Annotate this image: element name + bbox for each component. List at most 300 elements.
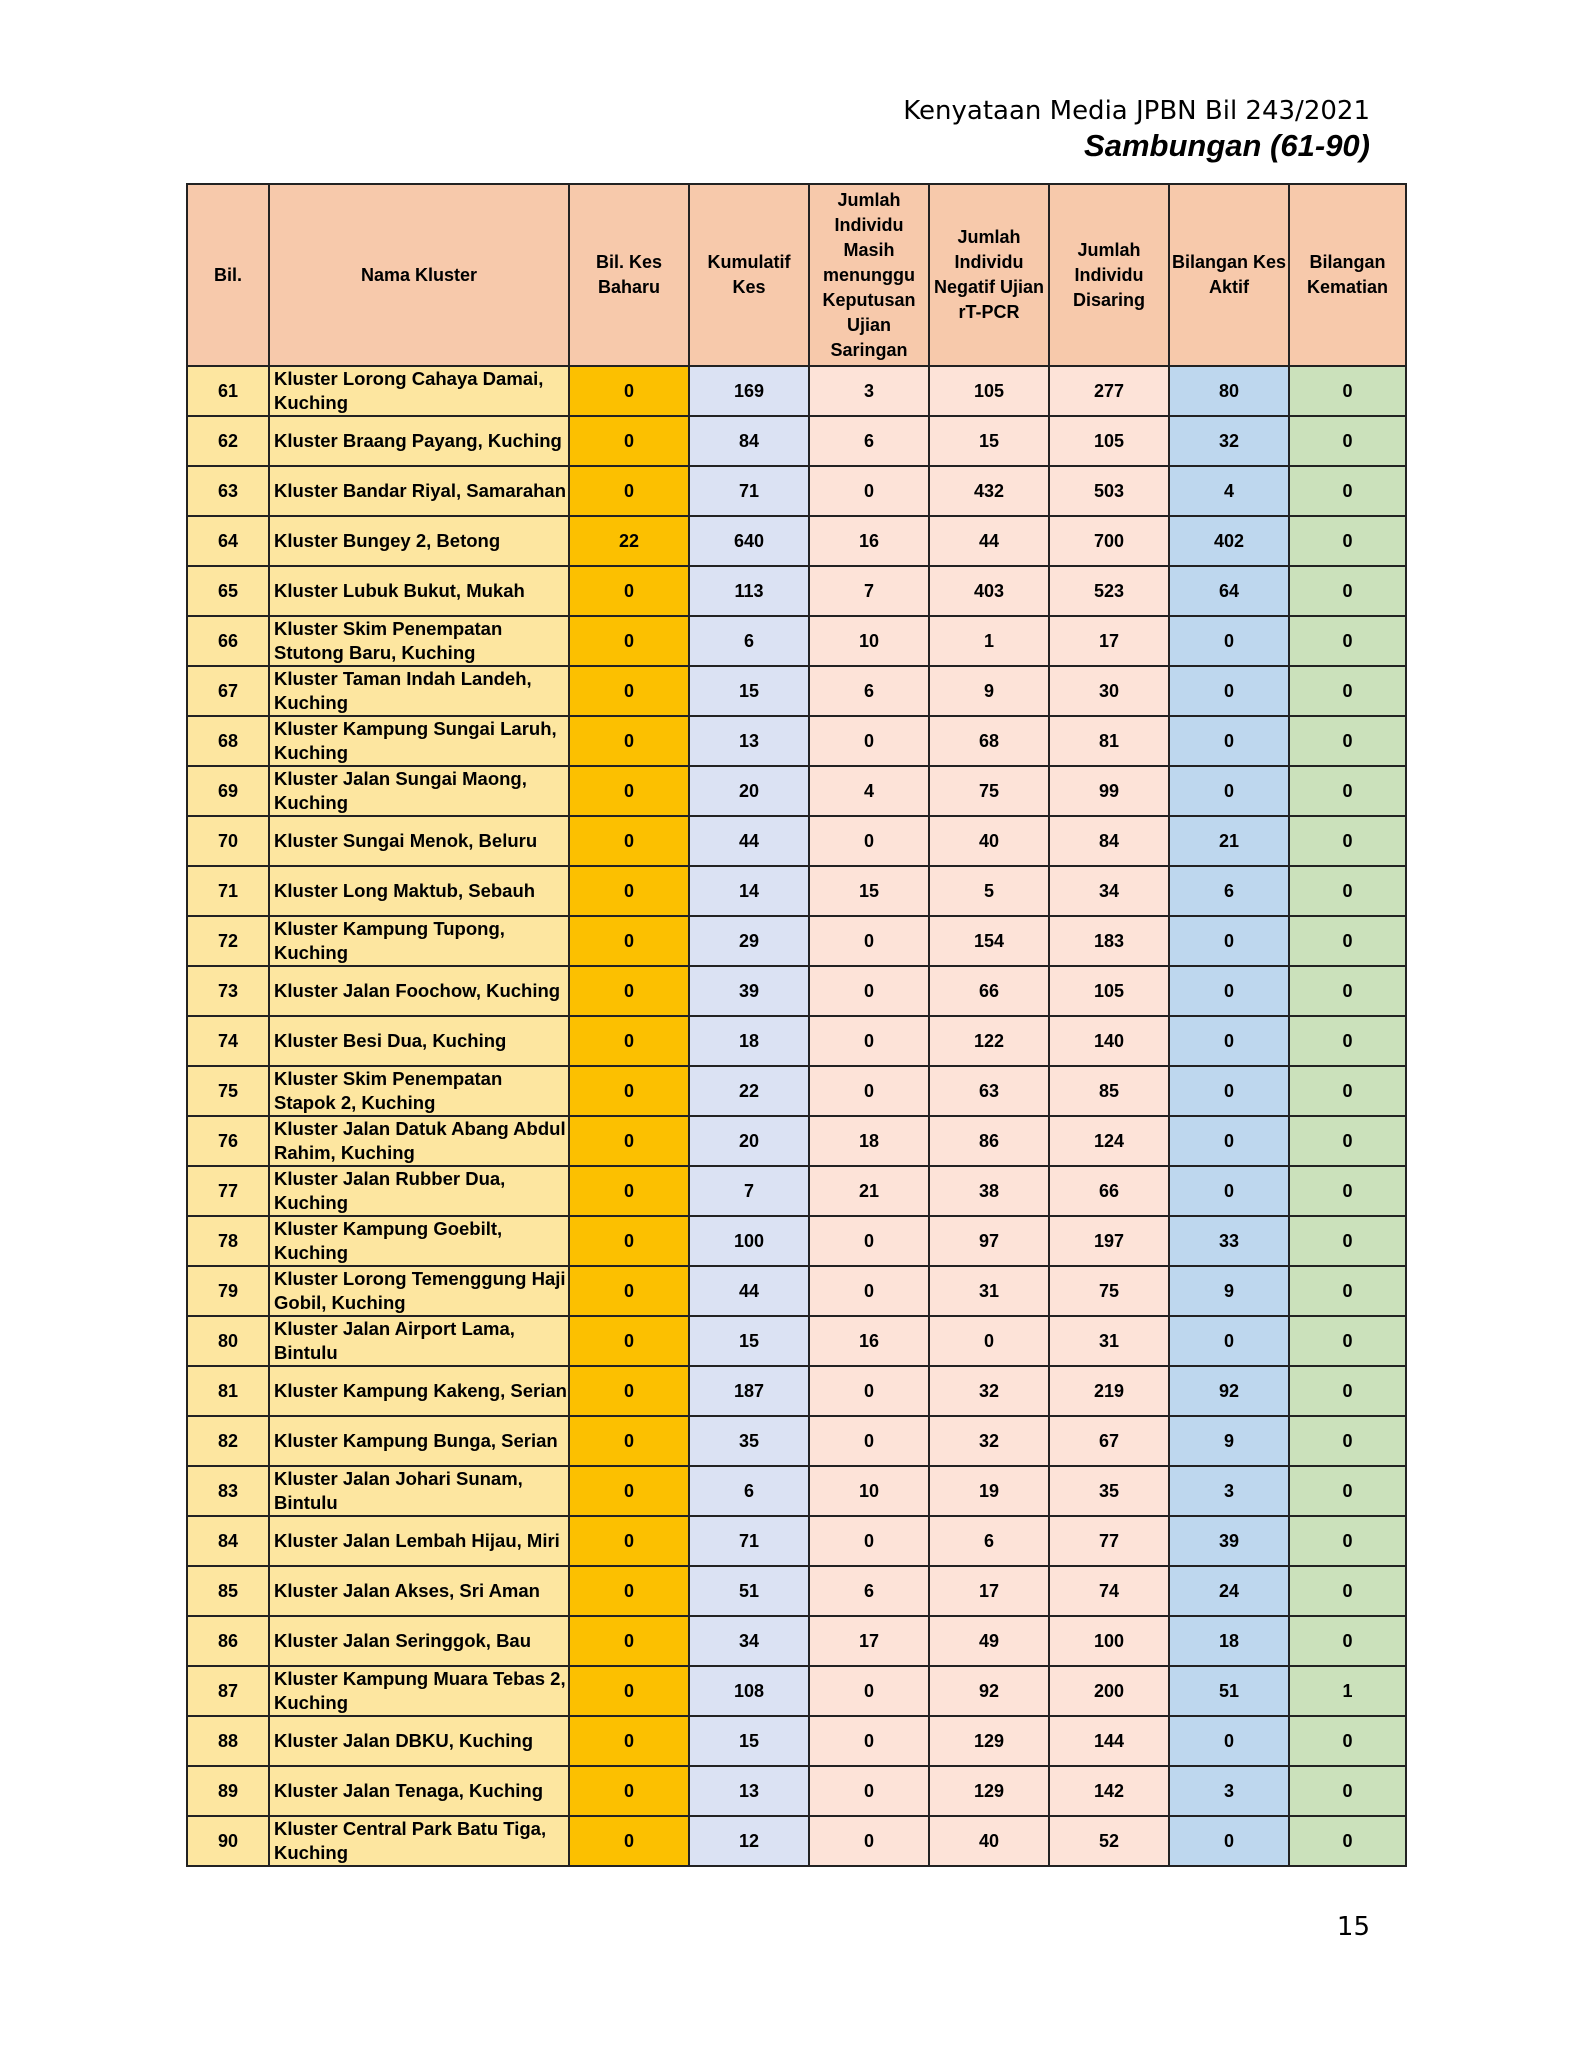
table-cell-baru: 0 [569, 1616, 689, 1666]
table-cell-baru: 0 [569, 566, 689, 616]
table-cell-mati: 0 [1289, 1166, 1406, 1216]
table-cell-neg: 66 [929, 966, 1049, 1016]
table-cell-mati: 0 [1289, 1716, 1406, 1766]
table-cell-mati: 0 [1289, 866, 1406, 916]
table-cell-nama: Kluster Kampung Tupong, Kuching [269, 916, 569, 966]
table-row [187, 916, 1406, 966]
table-cell-aktif: 33 [1169, 1216, 1289, 1266]
table-cell-dis: 77 [1049, 1516, 1169, 1566]
table-cell-bil: 82 [187, 1416, 269, 1466]
column-header: Bil. Kes Baharu [569, 184, 689, 366]
table-cell-kum: 35 [689, 1416, 809, 1466]
table-cell-dis: 140 [1049, 1016, 1169, 1066]
table-cell-dis: 277 [1049, 366, 1169, 416]
table-cell-neg: 432 [929, 466, 1049, 516]
table-cell-masih: 21 [809, 1166, 929, 1216]
table-cell-dis: 105 [1049, 416, 1169, 466]
table-cell-aktif: 0 [1169, 916, 1289, 966]
table-cell-neg: 5 [929, 866, 1049, 916]
table-row [187, 416, 1406, 466]
table-row [187, 966, 1406, 1016]
table-row [187, 866, 1406, 916]
table-cell-masih: 0 [809, 1216, 929, 1266]
table-cell-dis: 31 [1049, 1316, 1169, 1366]
table-cell-kum: 15 [689, 1316, 809, 1366]
column-header: Nama Kluster [269, 184, 569, 366]
table-cell-aktif: 0 [1169, 1016, 1289, 1066]
table-cell-aktif: 3 [1169, 1766, 1289, 1816]
table-row [187, 1616, 1406, 1666]
table-cell-baru: 0 [569, 966, 689, 1016]
table-cell-baru: 0 [569, 1566, 689, 1616]
table-cell-aktif: 0 [1169, 666, 1289, 716]
table-cell-nama: Kluster Lorong Cahaya Damai, Kuching [269, 366, 569, 416]
table-cell-dis: 52 [1049, 1816, 1169, 1866]
table-cell-mati: 0 [1289, 1366, 1406, 1416]
table-cell-mati: 0 [1289, 816, 1406, 866]
table-cell-bil: 75 [187, 1066, 269, 1116]
table-cell-neg: 19 [929, 1466, 1049, 1516]
table-cell-mati: 0 [1289, 366, 1406, 416]
table-cell-mati: 0 [1289, 466, 1406, 516]
table-cell-kum: 71 [689, 466, 809, 516]
table-cell-neg: 49 [929, 1616, 1049, 1666]
table-row [187, 766, 1406, 816]
table-cell-bil: 65 [187, 566, 269, 616]
table-cell-nama: Kluster Kampung Sungai Laruh, Kuching [269, 716, 569, 766]
table-cell-bil: 73 [187, 966, 269, 1016]
table-cell-bil: 63 [187, 466, 269, 516]
table-cell-kum: 44 [689, 816, 809, 866]
table-row [187, 816, 1406, 866]
table-cell-mati: 1 [1289, 1666, 1406, 1716]
table-cell-aktif: 0 [1169, 966, 1289, 1016]
table-cell-nama: Kluster Sungai Menok, Beluru [269, 816, 569, 866]
table-cell-kum: 13 [689, 1766, 809, 1816]
table-row [187, 1216, 1406, 1266]
table-cell-kum: 44 [689, 1266, 809, 1316]
table-cell-masih: 0 [809, 1716, 929, 1766]
table-cell-neg: 75 [929, 766, 1049, 816]
table-cell-neg: 154 [929, 916, 1049, 966]
table-cell-bil: 87 [187, 1666, 269, 1716]
table-cell-masih: 15 [809, 866, 929, 916]
table-cell-masih: 18 [809, 1116, 929, 1166]
table-cell-masih: 6 [809, 416, 929, 466]
table-row [187, 616, 1406, 666]
table-row [187, 466, 1406, 516]
table-row [187, 1166, 1406, 1216]
table-cell-bil: 77 [187, 1166, 269, 1216]
table-cell-nama: Kluster Bungey 2, Betong [269, 516, 569, 566]
table-cell-bil: 69 [187, 766, 269, 816]
table-row [187, 1466, 1406, 1516]
table-cell-dis: 85 [1049, 1066, 1169, 1116]
table-cell-aktif: 402 [1169, 516, 1289, 566]
table-cell-aktif: 80 [1169, 366, 1289, 416]
table-cell-neg: 129 [929, 1766, 1049, 1816]
table-cell-baru: 0 [569, 616, 689, 666]
table-cell-baru: 0 [569, 1216, 689, 1266]
table-row [187, 1016, 1406, 1066]
table-cell-bil: 88 [187, 1716, 269, 1766]
table-cell-baru: 0 [569, 1316, 689, 1366]
table-row [187, 716, 1406, 766]
table-cell-baru: 22 [569, 516, 689, 566]
table-cell-aktif: 0 [1169, 1066, 1289, 1116]
table-cell-masih: 0 [809, 1016, 929, 1066]
table-cell-masih: 0 [809, 716, 929, 766]
table-cell-baru: 0 [569, 666, 689, 716]
table-cell-bil: 89 [187, 1766, 269, 1816]
column-header: Jumlah Individu Masih menunggu Keputusan Ujian Saringan [809, 184, 929, 366]
table-cell-dis: 67 [1049, 1416, 1169, 1466]
table-cell-nama: Kluster Lorong Temenggung Haji Gobil, Kuching [269, 1266, 569, 1316]
column-header: Bilangan Kes Aktif [1169, 184, 1289, 366]
table-cell-dis: 523 [1049, 566, 1169, 616]
table-cell-mati: 0 [1289, 1816, 1406, 1866]
table-cell-masih: 0 [809, 966, 929, 1016]
table-row [187, 1816, 1406, 1866]
table-cell-kum: 6 [689, 1466, 809, 1516]
table-cell-nama: Kluster Lubuk Bukut, Mukah [269, 566, 569, 616]
table-cell-dis: 142 [1049, 1766, 1169, 1816]
table-cell-mati: 0 [1289, 1466, 1406, 1516]
table-cell-mati: 0 [1289, 916, 1406, 966]
table-cell-neg: 122 [929, 1016, 1049, 1066]
table-cell-neg: 31 [929, 1266, 1049, 1316]
table-cell-neg: 9 [929, 666, 1049, 716]
table-cell-aktif: 18 [1169, 1616, 1289, 1666]
table-cell-neg: 403 [929, 566, 1049, 616]
table-cell-nama: Kluster Kampung Kakeng, Serian [269, 1366, 569, 1416]
table-row [187, 1516, 1406, 1566]
table-cell-masih: 0 [809, 1816, 929, 1866]
table-cell-dis: 100 [1049, 1616, 1169, 1666]
table-cell-kum: 12 [689, 1816, 809, 1866]
table-cell-aktif: 9 [1169, 1266, 1289, 1316]
section-title: Sambungan (61-90) [1084, 128, 1370, 163]
table-row [187, 1116, 1406, 1166]
table-cell-masih: 16 [809, 516, 929, 566]
table-cell-kum: 640 [689, 516, 809, 566]
table-cell-dis: 30 [1049, 666, 1169, 716]
table-cell-neg: 44 [929, 516, 1049, 566]
table-cell-masih: 0 [809, 1766, 929, 1816]
table-cell-dis: 99 [1049, 766, 1169, 816]
table-cell-aktif: 3 [1169, 1466, 1289, 1516]
document-reference: Kenyataan Media JPBN Bil 243/2021 [903, 96, 1370, 126]
table-row [187, 666, 1406, 716]
table-row [187, 1666, 1406, 1716]
table-cell-kum: 22 [689, 1066, 809, 1116]
table-cell-bil: 85 [187, 1566, 269, 1616]
table-cell-bil: 68 [187, 716, 269, 766]
table-cell-kum: 29 [689, 916, 809, 966]
table-cell-baru: 0 [569, 1266, 689, 1316]
table-cell-neg: 0 [929, 1316, 1049, 1366]
table-cell-masih: 0 [809, 816, 929, 866]
table-cell-bil: 66 [187, 616, 269, 666]
table-row [187, 1566, 1406, 1616]
table-cell-mati: 0 [1289, 1116, 1406, 1166]
table-cell-aktif: 92 [1169, 1366, 1289, 1416]
table-cell-bil: 79 [187, 1266, 269, 1316]
table-cell-neg: 32 [929, 1416, 1049, 1466]
table-cell-nama: Kluster Braang Payang, Kuching [269, 416, 569, 466]
table-row [187, 1266, 1406, 1316]
table-cell-dis: 200 [1049, 1666, 1169, 1716]
table-cell-nama: Kluster Bandar Riyal, Samarahan [269, 466, 569, 516]
table-cell-masih: 0 [809, 1416, 929, 1466]
table-cell-neg: 68 [929, 716, 1049, 766]
table-cell-dis: 219 [1049, 1366, 1169, 1416]
table-cell-bil: 81 [187, 1366, 269, 1416]
table-cell-neg: 17 [929, 1566, 1049, 1616]
table-cell-neg: 86 [929, 1116, 1049, 1166]
table-cell-masih: 0 [809, 466, 929, 516]
table-cell-masih: 0 [809, 1366, 929, 1416]
table-cell-masih: 10 [809, 1466, 929, 1516]
table-cell-kum: 20 [689, 766, 809, 816]
table-cell-mati: 0 [1289, 416, 1406, 466]
table-row [187, 1416, 1406, 1466]
table-cell-dis: 74 [1049, 1566, 1169, 1616]
table-cell-baru: 0 [569, 466, 689, 516]
table-cell-neg: 129 [929, 1716, 1049, 1766]
table-cell-aktif: 9 [1169, 1416, 1289, 1466]
table-cell-dis: 197 [1049, 1216, 1169, 1266]
table-cell-aktif: 0 [1169, 766, 1289, 816]
column-header: Jumlah Individu Negatif Ujian rT-PCR [929, 184, 1049, 366]
table-cell-nama: Kluster Jalan Tenaga, Kuching [269, 1766, 569, 1816]
table-cell-masih: 6 [809, 1566, 929, 1616]
table-cell-neg: 6 [929, 1516, 1049, 1566]
table-cell-baru: 0 [569, 1116, 689, 1166]
table-cell-nama: Kluster Long Maktub, Sebauh [269, 866, 569, 916]
table-cell-kum: 84 [689, 416, 809, 466]
table-cell-neg: 40 [929, 1816, 1049, 1866]
table-cell-dis: 700 [1049, 516, 1169, 566]
table-cell-kum: 7 [689, 1166, 809, 1216]
table-cell-baru: 0 [569, 1416, 689, 1466]
table-cell-mati: 0 [1289, 1416, 1406, 1466]
table-cell-masih: 0 [809, 1666, 929, 1716]
table-cell-mati: 0 [1289, 1616, 1406, 1666]
table-cell-masih: 17 [809, 1616, 929, 1666]
table-row [187, 516, 1406, 566]
table-cell-aktif: 0 [1169, 616, 1289, 666]
table-cell-nama: Kluster Skim Penempatan Stutong Baru, Kuching [269, 616, 569, 666]
table-cell-baru: 0 [569, 366, 689, 416]
table-cell-neg: 105 [929, 366, 1049, 416]
table-cell-bil: 72 [187, 916, 269, 966]
table-cell-neg: 32 [929, 1366, 1049, 1416]
table-cell-bil: 86 [187, 1616, 269, 1666]
table-cell-nama: Kluster Jalan Datuk Abang Abdul Rahim, Kuching [269, 1116, 569, 1166]
table-cell-aktif: 4 [1169, 466, 1289, 516]
table-cell-dis: 81 [1049, 716, 1169, 766]
column-header: Jumlah Individu Disaring [1049, 184, 1169, 366]
table-cell-kum: 18 [689, 1016, 809, 1066]
table-cell-neg: 1 [929, 616, 1049, 666]
table-cell-mati: 0 [1289, 1266, 1406, 1316]
table-cell-masih: 7 [809, 566, 929, 616]
table-cell-aktif: 51 [1169, 1666, 1289, 1716]
table-cell-baru: 0 [569, 1716, 689, 1766]
table-cell-masih: 6 [809, 666, 929, 716]
table-cell-kum: 169 [689, 366, 809, 416]
table-cell-neg: 92 [929, 1666, 1049, 1716]
table-cell-nama: Kluster Kampung Goebilt, Kuching [269, 1216, 569, 1266]
table-cell-nama: Kluster Jalan Johari Sunam, Bintulu [269, 1466, 569, 1516]
table-row [187, 1066, 1406, 1116]
table-cell-kum: 6 [689, 616, 809, 666]
table-row [187, 566, 1406, 616]
cluster-table [186, 183, 1407, 1867]
table-cell-mati: 0 [1289, 1016, 1406, 1066]
table-cell-nama: Kluster Taman Indah Landeh, Kuching [269, 666, 569, 716]
table-cell-baru: 0 [569, 1016, 689, 1066]
table-cell-aktif: 21 [1169, 816, 1289, 866]
table-cell-kum: 34 [689, 1616, 809, 1666]
table-cell-nama: Kluster Kampung Bunga, Serian [269, 1416, 569, 1466]
table-cell-dis: 144 [1049, 1716, 1169, 1766]
table-body [187, 366, 1406, 1866]
page-number: 15 [1336, 1912, 1370, 1942]
table-cell-aktif: 0 [1169, 1116, 1289, 1166]
table-cell-nama: Kluster Jalan Rubber Dua, Kuching [269, 1166, 569, 1216]
table-cell-aktif: 32 [1169, 416, 1289, 466]
column-header: Bilangan Kematian [1289, 184, 1406, 366]
table-cell-neg: 97 [929, 1216, 1049, 1266]
table-cell-bil: 71 [187, 866, 269, 916]
table-cell-nama: Kluster Central Park Batu Tiga, Kuching [269, 1816, 569, 1866]
table-cell-baru: 0 [569, 416, 689, 466]
table-row [187, 1716, 1406, 1766]
table-cell-baru: 0 [569, 1666, 689, 1716]
table-cell-aktif: 64 [1169, 566, 1289, 616]
table-cell-kum: 13 [689, 716, 809, 766]
table-cell-mati: 0 [1289, 966, 1406, 1016]
table-cell-nama: Kluster Jalan Akses, Sri Aman [269, 1566, 569, 1616]
table-cell-nama: Kluster Jalan Lembah Hijau, Miri [269, 1516, 569, 1566]
table-cell-mati: 0 [1289, 1216, 1406, 1266]
table-cell-masih: 0 [809, 1066, 929, 1116]
table-cell-kum: 20 [689, 1116, 809, 1166]
table-cell-dis: 34 [1049, 866, 1169, 916]
table-cell-kum: 51 [689, 1566, 809, 1616]
table-cell-mati: 0 [1289, 1566, 1406, 1616]
table-cell-baru: 0 [569, 1516, 689, 1566]
table-cell-aktif: 24 [1169, 1566, 1289, 1616]
table-cell-neg: 38 [929, 1166, 1049, 1216]
table-cell-mati: 0 [1289, 1316, 1406, 1366]
table-cell-nama: Kluster Jalan Foochow, Kuching [269, 966, 569, 1016]
table-cell-nama: Kluster Skim Penempatan Stapok 2, Kuching [269, 1066, 569, 1116]
table-cell-neg: 15 [929, 416, 1049, 466]
table-cell-neg: 63 [929, 1066, 1049, 1116]
table-row [187, 366, 1406, 416]
table-cell-baru: 0 [569, 916, 689, 966]
table-row [187, 1366, 1406, 1416]
table-cell-neg: 40 [929, 816, 1049, 866]
table-cell-masih: 10 [809, 616, 929, 666]
table-cell-masih: 0 [809, 1516, 929, 1566]
table-cell-dis: 66 [1049, 1166, 1169, 1216]
table-cell-mati: 0 [1289, 1066, 1406, 1116]
table-cell-mati: 0 [1289, 666, 1406, 716]
table-cell-nama: Kluster Kampung Muara Tebas 2, Kuching [269, 1666, 569, 1716]
table-cell-nama: Kluster Jalan Airport Lama, Bintulu [269, 1316, 569, 1366]
table-cell-masih: 16 [809, 1316, 929, 1366]
table-cell-mati: 0 [1289, 1766, 1406, 1816]
table-cell-bil: 74 [187, 1016, 269, 1066]
table-cell-nama: Kluster Jalan DBKU, Kuching [269, 1716, 569, 1766]
table-cell-aktif: 6 [1169, 866, 1289, 916]
table-cell-mati: 0 [1289, 566, 1406, 616]
table-row [187, 1766, 1406, 1816]
table-cell-baru: 0 [569, 1466, 689, 1516]
table-cell-mati: 0 [1289, 516, 1406, 566]
column-header: Bil. [187, 184, 269, 366]
table-cell-dis: 75 [1049, 1266, 1169, 1316]
table-cell-nama: Kluster Jalan Sungai Maong, Kuching [269, 766, 569, 816]
table-cell-kum: 113 [689, 566, 809, 616]
table-cell-bil: 70 [187, 816, 269, 866]
table-cell-dis: 124 [1049, 1116, 1169, 1166]
table-cell-aktif: 39 [1169, 1516, 1289, 1566]
table-cell-aktif: 0 [1169, 1316, 1289, 1366]
table-cell-mati: 0 [1289, 1516, 1406, 1566]
table-cell-dis: 503 [1049, 466, 1169, 516]
table-cell-baru: 0 [569, 866, 689, 916]
table-cell-mati: 0 [1289, 766, 1406, 816]
table-cell-aktif: 0 [1169, 1166, 1289, 1216]
table-row [187, 1316, 1406, 1366]
table-cell-kum: 15 [689, 1716, 809, 1766]
table-cell-aktif: 0 [1169, 1816, 1289, 1866]
table-cell-masih: 3 [809, 366, 929, 416]
table-cell-aktif: 0 [1169, 1716, 1289, 1766]
table-cell-kum: 71 [689, 1516, 809, 1566]
table-cell-aktif: 0 [1169, 716, 1289, 766]
table-cell-dis: 17 [1049, 616, 1169, 666]
table-cell-baru: 0 [569, 716, 689, 766]
table-cell-bil: 67 [187, 666, 269, 716]
table-cell-kum: 108 [689, 1666, 809, 1716]
table-cell-bil: 76 [187, 1116, 269, 1166]
table-cell-masih: 0 [809, 1266, 929, 1316]
table-cell-baru: 0 [569, 1766, 689, 1816]
table-cell-bil: 84 [187, 1516, 269, 1566]
table-cell-bil: 83 [187, 1466, 269, 1516]
table-cell-kum: 14 [689, 866, 809, 916]
table-cell-dis: 84 [1049, 816, 1169, 866]
table-cell-bil: 78 [187, 1216, 269, 1266]
table-cell-dis: 183 [1049, 916, 1169, 966]
table-cell-kum: 39 [689, 966, 809, 1016]
table-cell-masih: 4 [809, 766, 929, 816]
table-cell-kum: 15 [689, 666, 809, 716]
table-cell-baru: 0 [569, 1166, 689, 1216]
table-cell-baru: 0 [569, 1366, 689, 1416]
table-cell-bil: 90 [187, 1816, 269, 1866]
table-cell-baru: 0 [569, 1066, 689, 1116]
table-cell-bil: 62 [187, 416, 269, 466]
table-header-row [187, 184, 1406, 366]
table-cell-mati: 0 [1289, 616, 1406, 666]
